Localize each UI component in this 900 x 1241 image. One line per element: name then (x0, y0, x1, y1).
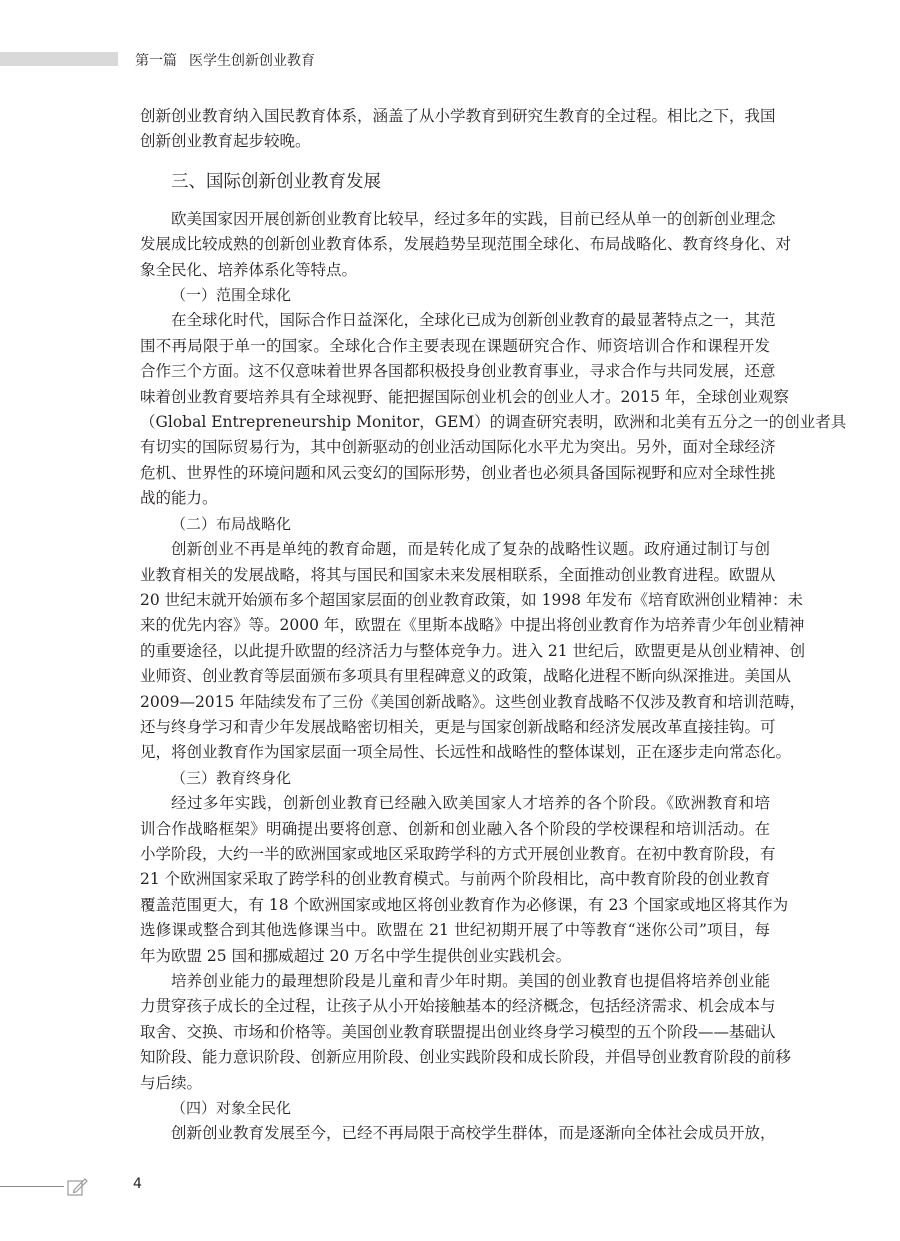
text-line: 来的优先内容》等。2000 年，欧盟在《里斯本战略》中提出将创业教育作为培养青少年创业精神 (140, 616, 805, 635)
text-line: 经过多年实践，创新创业教育已经融入欧美国家人才培养的各个阶段。《欧洲教育和培 (171, 794, 770, 813)
running-head-part: 第一篇 (135, 53, 177, 69)
text-line: 味着创业教育要培养具有全球视野、能把握国际创业机会的创业人才。2015 年，全球创业观察 (140, 387, 789, 406)
text-line: 力贯穿孩子成长的全过程，让孩子从小开始接触基本的经济概念，包括经济需求、机会成本与 (140, 997, 776, 1016)
text-line: 创新创业不再是单纯的教育命题，而是转化成了复杂的战略性议题。政府通过制订与创 (171, 540, 770, 559)
text-line: 还与终身学习和青少年发展战略密切相关，更是与国家创新战略和经济发展改革直接挂钩。可 (140, 717, 776, 736)
text-line: 小学阶段，大约一半的欧洲国家或地区采取跨学科的方式开展创业教育。在初中教育阶段，有 (140, 844, 776, 863)
intro-paragraph (140, 104, 776, 155)
text-line: 象全民化、培养体系化等特点。 (140, 260, 358, 279)
text-line: 围不再局限于单一的国家。全球化合作主要表现在课题研究合作、师资培训合作和课程开发 (140, 336, 770, 355)
body-paragraph (140, 969, 792, 1096)
text-line: （Global Entrepreneurship Monitor，GEM）的调查研究表明，欧洲和北美有五分之一的创业者具 (140, 413, 847, 432)
text-line: 21 个欧洲国家采取了跨学科的创业教育模式。与前两个阶段相比，高中教育阶段的创业教育 (140, 870, 770, 889)
text-line: 业教育相关的发展战略，将其与国民和国家未来发展相联系，全面推动创业教育进程。欧盟从 (140, 565, 776, 584)
text-line: 创新创业教育起步较晚。 (140, 132, 311, 151)
text-line: 创新创业教育发展至今，已经不再局限于高校学生群体，而是逐渐向全体社会成员开放， (171, 1124, 776, 1143)
header-decor-bar (0, 52, 118, 66)
text-line: 与后续。 (140, 1073, 203, 1092)
subsection-heading: （三）教育终身化 (171, 768, 292, 787)
note-edit-icon (66, 1176, 90, 1198)
text-line: 年为欧盟 25 国和挪威超过 20 万名中学生提供创业实践机会。 (140, 946, 572, 965)
subsection-heading: （一）范围全球化 (171, 286, 292, 305)
text-line: 培养创业能力的最理想阶段是儿童和青少年时期。美国的创业教育也提倡将培养创业能 (171, 972, 770, 990)
text-line: 知阶段、能力意识阶段、创新应用阶段、创业实践阶段和成长阶段，并倡导创业教育阶段的前移 (140, 1048, 792, 1067)
text-line: 选修课或整合到其他选修课当中。欧盟在 21 世纪初期开展了中等教育“迷你公司”项目，每 (140, 921, 770, 940)
body-paragraph (140, 537, 806, 766)
subsection-heading: （二）布局战略化 (171, 514, 292, 533)
page-body (140, 104, 847, 1147)
section-heading: 三、国际创新创业教育发展 (171, 171, 381, 192)
text-line: 发展成比较成熟的创新创业教育体系，发展趋势呈现范围全球化、布局战略化、教育终身化、对 (140, 235, 792, 254)
body-paragraph (140, 308, 847, 511)
text-line: 20 世纪末就开始颁布多个超国家层面的创业教育政策，如 1998 年发布《培育欧洲创业精神：未 (140, 590, 803, 609)
subsections (140, 283, 847, 1147)
text-line: 覆盖范围更大，有 18 个欧洲国家或地区将创业教育作为必修课，有 23 个国家或地区将其作为 (140, 895, 789, 914)
text-line: 有切实的国际贸易行为，其中创新驱动的创业活动国际化水平尤为突出。另外，面对全球经济 (140, 438, 776, 457)
text-line: 战的能力。 (140, 489, 218, 508)
text-line: 见，将创业教育作为国家层面一项全局性、长远性和战略性的整体谋划，正在逐步走向常态化。 (140, 743, 792, 762)
body-paragraph (140, 1121, 776, 1146)
page-number: 4 (133, 1176, 142, 1192)
footer-rule (0, 1186, 64, 1187)
text-line: 业师资、创业教育等层面颁布多项具有里程碑意义的政策，战略化进程不断向纵深推进。美国从 (140, 667, 792, 686)
text-line: 2009—2015 年陆续发布了三份《美国创新战略》。这些创业教育战略不仅涉及教育和培训范畴， (140, 692, 806, 711)
text-line: 创新创业教育纳入国民教育体系，涵盖了从小学教育到研究生教育的全过程。相比之下，我国 (140, 107, 776, 125)
text-line: 取舍、交换、市场和价格等。美国创业教育联盟提出创业终身学习模型的五个阶段——基础认 (140, 1022, 776, 1041)
running-head-title: 医学生创新创业教育 (189, 53, 315, 69)
text-line: 合作三个方面。这不仅意味着世界各国都积极投身创业教育事业，寻求合作与共同发展，还意 (140, 362, 776, 381)
running-head (135, 50, 315, 70)
body-paragraph (140, 791, 789, 969)
text-line: 的重要途径，以此提升欧盟的经济活力与整体竞争力。进入 21 世纪后，欧盟更是从创业精神、创 (140, 641, 806, 660)
subsection-heading: （四）对象全民化 (171, 1099, 292, 1118)
text-line: 欧美国家因开展创新创业教育比较早，经过多年的实践，目前已经从单一的创新创业理念 (171, 209, 776, 228)
section-lead-paragraph (140, 207, 792, 283)
text-line: 在全球化时代，国际合作日益深化，全球化已成为创新创业教育的最显著特点之一，其范 (171, 311, 776, 330)
text-line: 训合作战略框架》明确提出要将创意、创新和创业融入各个阶段的学校课程和培训活动。在 (140, 819, 770, 838)
text-line: 危机、世界性的环境问题和风云变幻的国际形势，创业者也必须具备国际视野和应对全球性挑 (140, 463, 776, 482)
